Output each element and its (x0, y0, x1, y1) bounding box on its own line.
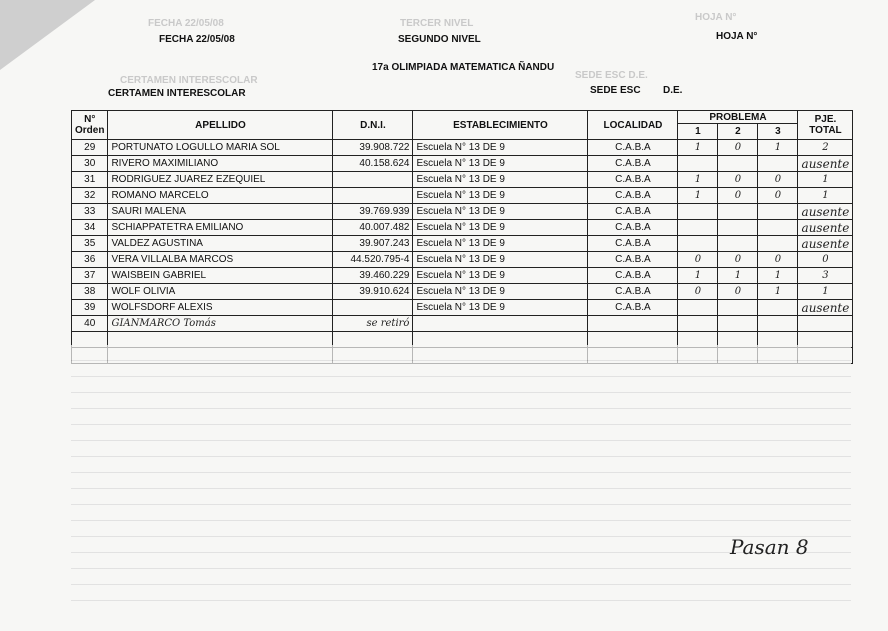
col-localidad: LOCALIDAD (588, 111, 678, 140)
student-locality: C.A.B.A (588, 188, 678, 204)
student-school: Escuela N° 13 DE 9 (413, 284, 588, 300)
date-label: FECHA 22/05/08 (159, 34, 235, 45)
score-p3: 0 (758, 188, 798, 204)
student-dni: 39.769.939 (333, 204, 413, 220)
student-locality: C.A.B.A (588, 220, 678, 236)
bleed-through-text: SEDE ESC D.E. (575, 70, 648, 81)
col-orden: N° Orden (72, 111, 108, 140)
student-school: Escuela N° 13 DE 9 (413, 236, 588, 252)
student-dni: 39.910.624 (333, 284, 413, 300)
table-row (72, 236, 853, 252)
score-p3: 1 (758, 268, 798, 284)
olympiad-title: 17a OLIMPIADA MATEMATICA ÑANDU (372, 62, 555, 73)
row-number: 29 (72, 140, 108, 156)
student-dni: 39.460.229 (333, 268, 413, 284)
row-number: 39 (72, 300, 108, 316)
score-p2 (718, 204, 758, 220)
level-label: SEGUNDO NIVEL (398, 34, 481, 45)
bleed-through-text: CERTAMEN INTERESCOLAR (120, 75, 258, 86)
folded-corner (0, 0, 95, 70)
student-name: WOLF OLIVIA (108, 284, 333, 300)
score-p3: 1 (758, 284, 798, 300)
student-dni: 40.007.482 (333, 220, 413, 236)
student-name: ROMANO MARCELO (108, 188, 333, 204)
score-p1: 0 (678, 284, 718, 300)
score-p2 (718, 156, 758, 172)
score-p1: 1 (678, 140, 718, 156)
score-p1 (678, 300, 718, 316)
student-locality: C.A.B.A (588, 252, 678, 268)
score-total: ausente (798, 204, 853, 220)
student-dni (333, 188, 413, 204)
score-p1: 1 (678, 188, 718, 204)
student-dni (333, 300, 413, 316)
handwritten-pasan-note: Pasan 8 (730, 535, 809, 559)
score-p3 (758, 236, 798, 252)
col-problema: PROBLEMA (678, 111, 798, 124)
bleed-through-text: TERCER NIVEL (400, 18, 474, 29)
district-label: D.E. (663, 85, 683, 96)
student-name: SAURI MALENA (108, 204, 333, 220)
student-name: GIANMARCO Tomás (108, 316, 333, 332)
row-number: 38 (72, 284, 108, 300)
student-school: Escuela N° 13 DE 9 (413, 268, 588, 284)
col-establecimiento: ESTABLECIMIENTO (413, 111, 588, 140)
row-number: 37 (72, 268, 108, 284)
score-total: 2 (798, 140, 853, 156)
table-row (72, 268, 853, 284)
table-row (72, 284, 853, 300)
table-row (72, 140, 853, 156)
student-locality (588, 316, 678, 332)
score-p2: 1 (718, 268, 758, 284)
score-p2: 0 (718, 284, 758, 300)
score-p2 (718, 220, 758, 236)
student-dni: se retiró (333, 316, 413, 332)
score-total: 1 (798, 188, 853, 204)
student-school: Escuela N° 13 DE 9 (413, 300, 588, 316)
student-locality: C.A.B.A (588, 140, 678, 156)
score-total: ausente (798, 236, 853, 252)
score-total: 1 (798, 284, 853, 300)
row-number: 36 (72, 252, 108, 268)
score-total: ausente (798, 220, 853, 236)
score-p3 (758, 156, 798, 172)
col-p2: 2 (718, 124, 758, 140)
table-row (72, 316, 853, 332)
sheet-number-label: HOJA N° (716, 31, 758, 42)
student-school: Escuela N° 13 DE 9 (413, 188, 588, 204)
student-school: Escuela N° 13 DE 9 (413, 204, 588, 220)
score-p3 (758, 204, 798, 220)
col-apellido: APELLIDO (108, 111, 333, 140)
student-dni: 40.158.624 (333, 156, 413, 172)
score-p1 (678, 204, 718, 220)
col-p3: 3 (758, 124, 798, 140)
student-locality: C.A.B.A (588, 300, 678, 316)
score-p1 (678, 156, 718, 172)
row-number: 30 (72, 156, 108, 172)
student-dni: 39.907.243 (333, 236, 413, 252)
student-name: RODRIGUEZ JUAREZ EZEQUIEL (108, 172, 333, 188)
score-p2: 0 (718, 172, 758, 188)
student-name: VERA VILLALBA MARCOS (108, 252, 333, 268)
score-total: 3 (798, 268, 853, 284)
score-p2 (718, 316, 758, 332)
score-p3: 0 (758, 252, 798, 268)
score-p2: 0 (718, 188, 758, 204)
row-number: 31 (72, 172, 108, 188)
score-p1 (678, 236, 718, 252)
table-row (72, 156, 853, 172)
col-p1: 1 (678, 124, 718, 140)
col-puntaje: PJE. TOTAL (798, 111, 853, 140)
table-row (72, 188, 853, 204)
score-p3 (758, 300, 798, 316)
student-name: WAISBEIN GABRIEL (108, 268, 333, 284)
score-total: 0 (798, 252, 853, 268)
score-p1 (678, 316, 718, 332)
score-p3: 0 (758, 172, 798, 188)
score-p2: 0 (718, 252, 758, 268)
student-locality: C.A.B.A (588, 156, 678, 172)
student-locality: C.A.B.A (588, 172, 678, 188)
score-p1: 0 (678, 252, 718, 268)
table-row (72, 204, 853, 220)
student-school: Escuela N° 13 DE 9 (413, 140, 588, 156)
student-locality: C.A.B.A (588, 236, 678, 252)
row-number: 34 (72, 220, 108, 236)
score-total: 1 (798, 172, 853, 188)
score-p2 (718, 236, 758, 252)
score-total (798, 316, 853, 332)
student-name: VALDEZ AGUSTINA (108, 236, 333, 252)
student-dni: 44.520.795-4 (333, 252, 413, 268)
score-p2: 0 (718, 140, 758, 156)
student-school: Escuela N° 13 DE 9 (413, 156, 588, 172)
table-row (72, 220, 853, 236)
venue-label: SEDE ESC (590, 85, 641, 96)
student-locality: C.A.B.A (588, 268, 678, 284)
table-row (72, 252, 853, 268)
student-school: Escuela N° 13 DE 9 (413, 220, 588, 236)
score-p3: 1 (758, 140, 798, 156)
score-total: ausente (798, 300, 853, 316)
bleed-through-rows (71, 345, 851, 615)
score-p2 (718, 300, 758, 316)
score-p3 (758, 316, 798, 332)
results-table (71, 110, 853, 364)
student-name: RIVERO MAXIMILIANO (108, 156, 333, 172)
score-p1: 1 (678, 268, 718, 284)
student-school: Escuela N° 13 DE 9 (413, 252, 588, 268)
score-total: ausente (798, 156, 853, 172)
row-number: 35 (72, 236, 108, 252)
col-dni: D.N.I. (333, 111, 413, 140)
table-row (72, 300, 853, 316)
table-row (72, 172, 853, 188)
student-locality: C.A.B.A (588, 284, 678, 300)
student-dni (333, 172, 413, 188)
student-name: WOLFSDORF ALEXIS (108, 300, 333, 316)
contest-label: CERTAMEN INTERESCOLAR (108, 88, 246, 99)
bleed-through-text: HOJA N° (695, 12, 737, 23)
row-number: 33 (72, 204, 108, 220)
student-dni: 39.908.722 (333, 140, 413, 156)
row-number: 40 (72, 316, 108, 332)
student-school (413, 316, 588, 332)
student-name: SCHIAPPATETRA EMILIANO (108, 220, 333, 236)
row-number: 32 (72, 188, 108, 204)
score-p1 (678, 220, 718, 236)
student-name: PORTUNATO LOGULLO MARIA SOL (108, 140, 333, 156)
score-p3 (758, 220, 798, 236)
bleed-through-text: FECHA 22/05/08 (148, 18, 224, 29)
student-school: Escuela N° 13 DE 9 (413, 172, 588, 188)
score-p1: 1 (678, 172, 718, 188)
student-locality: C.A.B.A (588, 204, 678, 220)
